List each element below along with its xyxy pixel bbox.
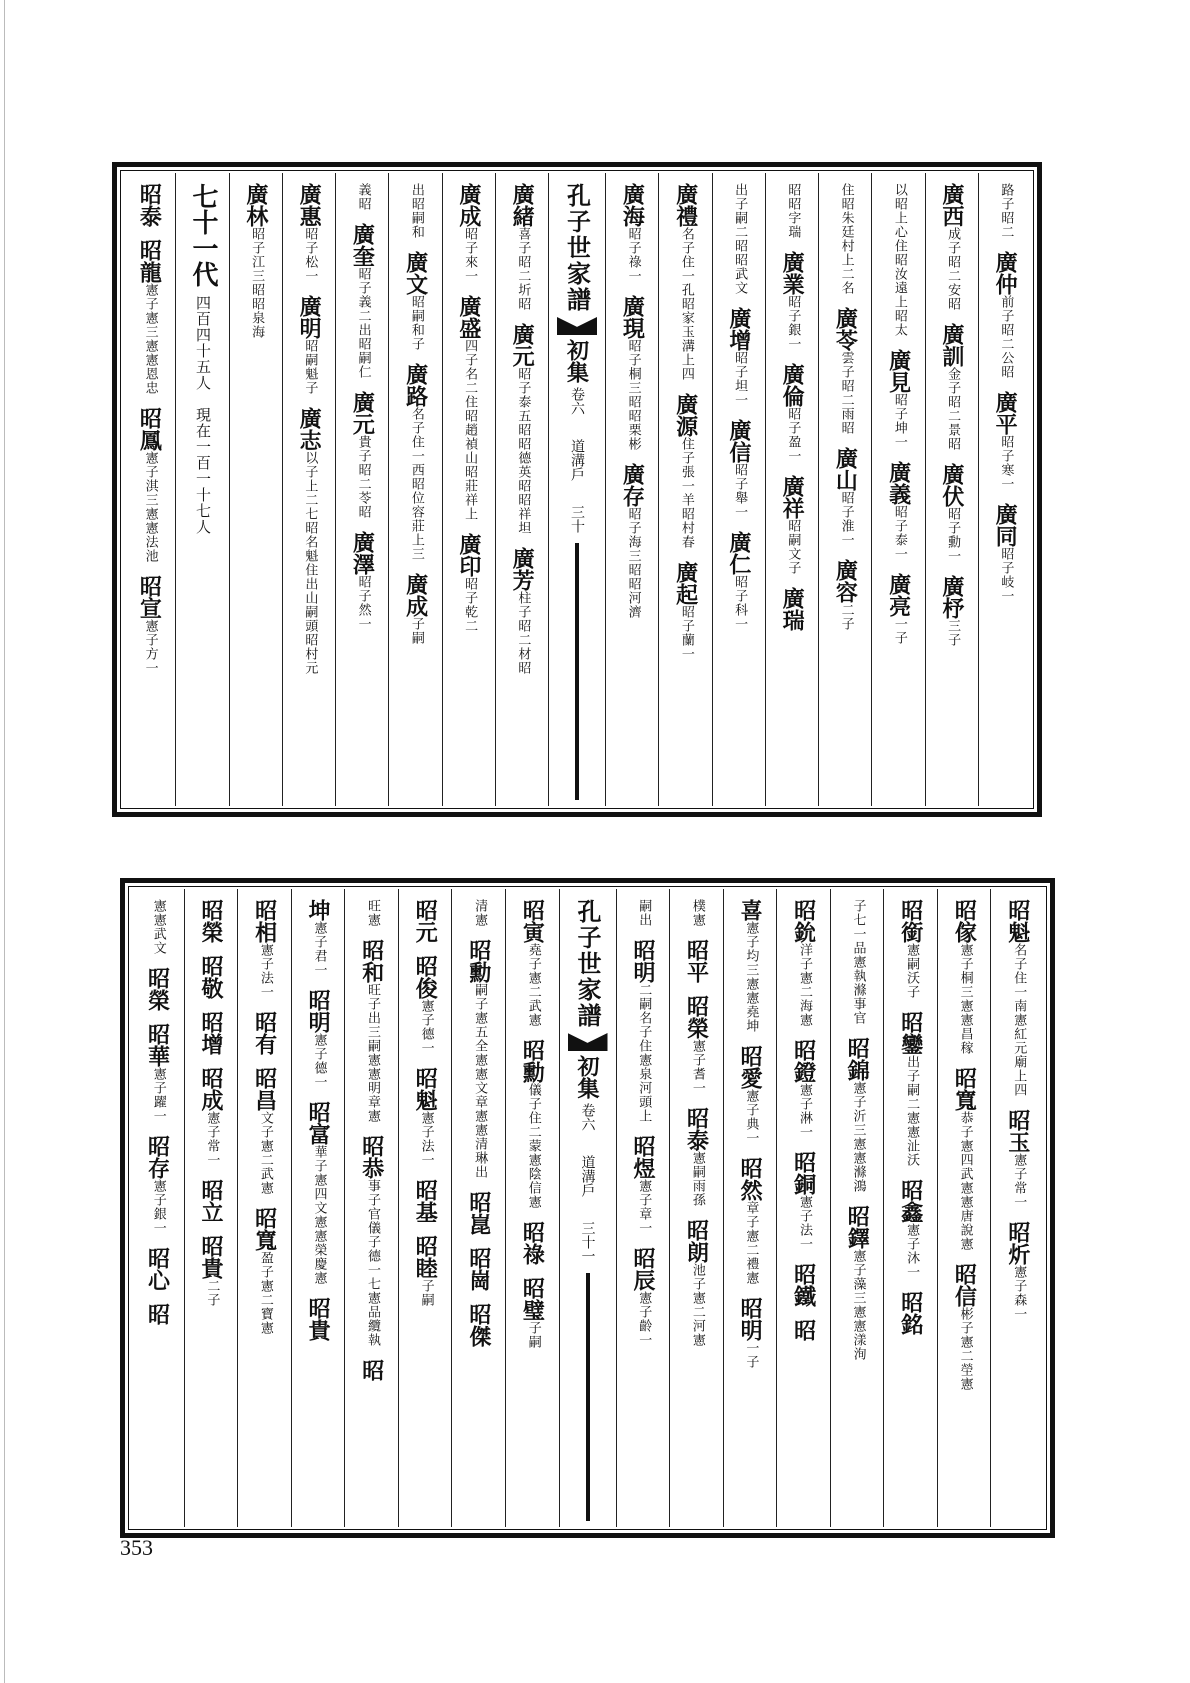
folio-number: 三十一 (579, 1221, 596, 1263)
person-name: 昭鳳 (136, 407, 163, 451)
person-name: 廣伏 (938, 463, 965, 507)
person-note: 貴子昭二苓昭 (355, 435, 371, 519)
person-note: 路子昭二 (998, 183, 1014, 239)
person-name: 廣元 (349, 391, 376, 435)
person-note: 昭子桐三昭昭栗彬 (625, 339, 641, 451)
person-note: 憲子常一 (204, 1111, 220, 1167)
person-name: 昭榮 (198, 899, 225, 943)
person-note: 昭子海三昭昭河濟 (625, 507, 641, 619)
person-name: 廣同 (992, 503, 1019, 547)
person-note: 文子憲二武憲 (257, 1111, 273, 1195)
person-note: 憲子森一 (1011, 1265, 1027, 1321)
person-note: 昭嗣文子 (785, 519, 801, 575)
person-note: 憲嗣沃子 (904, 943, 920, 999)
person-name: 昭基 (412, 1179, 439, 1223)
person-name: 廣盛 (455, 295, 482, 339)
person-note: 憲子均三憲憲堯坤 (743, 921, 759, 1033)
lineage-column (388, 173, 441, 806)
volume-label: 初集 (574, 1055, 600, 1099)
person-name: 廣見 (885, 349, 912, 393)
person-note: 憲子章一 (636, 1179, 652, 1235)
person-note: 昭子然一 (355, 575, 371, 631)
person-name: 廣文 (402, 251, 429, 295)
genealogy-panel-lower (120, 878, 1055, 1538)
person-note: 名子住一南憲紅元廟上四 (1011, 943, 1027, 1097)
person-name: 昭龍 (136, 239, 163, 283)
lineage-column (871, 173, 924, 806)
person-name: 昭信 (951, 1263, 978, 1307)
lineage-column (291, 889, 345, 1527)
lineage-column (669, 889, 723, 1527)
person-name: 昭魁 (1004, 899, 1031, 943)
lineage-column (978, 173, 1031, 806)
person-name: 昭崗 (465, 1247, 492, 1291)
lineage-column (344, 889, 398, 1527)
person-note: 憲子君一 (311, 921, 327, 977)
chapter-label: 卷六 (569, 387, 585, 415)
page-gutter-line (4, 0, 5, 1683)
person-name: 廣瑞 (779, 587, 806, 631)
person-note: 柱子昭二材昭 (515, 591, 531, 675)
person-note: 昭昭字瑞 (785, 183, 801, 239)
person-note: 憲子法一 (418, 1111, 434, 1167)
person-note: 盈子憲二寶憲 (257, 1251, 273, 1335)
person-name: 昭相 (251, 899, 278, 943)
person-note: 昭子坦一 (732, 351, 748, 407)
lineage-column (925, 173, 978, 806)
person-note: 昭子寒一 (998, 435, 1014, 491)
person-name: 廣業 (779, 251, 806, 295)
person-name: 昭恭 (358, 1135, 385, 1179)
person-name: 廣信 (725, 419, 752, 463)
person-name: 昭祿 (519, 1221, 546, 1265)
person-name: 昭璧 (519, 1277, 546, 1321)
person-name: 昭寬 (951, 1067, 978, 1111)
person-name: 昭銜 (897, 899, 924, 943)
person-note: 昭子淮一 (838, 491, 854, 547)
person-note: 恭子憲四武憲憲唐說憲 (957, 1111, 973, 1251)
person-note: 昭子科一 (732, 575, 748, 631)
person-name: 昭和 (358, 939, 385, 983)
person-name: 昭鐙 (790, 1039, 817, 1083)
page-number: 353 (120, 1535, 153, 1560)
person-name: 廣惠 (296, 183, 323, 227)
person-note: 憲嗣雨孫 (689, 1151, 705, 1207)
generation-heading: 七十一代 (187, 183, 218, 287)
lineage-column (616, 889, 670, 1527)
person-note: 前子昭二公昭 (998, 295, 1014, 379)
person-name: 昭榮 (144, 967, 171, 1011)
lineage-column (282, 173, 335, 806)
person-name: 廣志 (296, 407, 323, 451)
person-note: 名子住一西昭位容莊上三 (408, 407, 424, 561)
person-name: 昭 (144, 1303, 171, 1325)
person-name: 廣芳 (509, 547, 536, 591)
person-note: 昭子祿一 (625, 227, 641, 283)
fishtail-mark (568, 1033, 608, 1051)
person-note: 雲子昭二雨昭 (838, 351, 854, 435)
person-name: 昭 (358, 1359, 385, 1381)
person-note: 華子憲四文憲憲榮慶憲 (311, 1145, 327, 1285)
lineage-column (765, 173, 818, 806)
person-note: 昭子松一 (302, 227, 318, 283)
person-name: 昭朗 (683, 1219, 710, 1263)
person-name: 昭明 (737, 1297, 764, 1341)
person-name: 廣平 (992, 391, 1019, 435)
lineage-column (451, 889, 505, 1527)
person-note: 憲子沐一 (904, 1223, 920, 1279)
person-note: 憲子淇三憲憲法池 (142, 451, 158, 563)
person-name: 昭銘 (897, 1291, 924, 1335)
person-note: 住子張一羊昭村春 (678, 437, 694, 549)
lineage-column (335, 173, 388, 806)
person-name: 昭錦 (844, 1037, 871, 1081)
person-name: 廣容 (832, 559, 859, 603)
lineage-column (712, 173, 765, 806)
person-note: 昭子江三昭昭泉海 (249, 227, 265, 339)
person-note: 昭子銀一 (785, 295, 801, 351)
person-note: 憲子躍一 (150, 1067, 166, 1123)
person-note: 出子嗣二昭昭武文 (732, 183, 748, 295)
lineage-column (723, 889, 777, 1527)
person-name: 昭寬 (251, 1207, 278, 1251)
person-name: 廣成 (402, 573, 429, 617)
person-name: 廣緒 (509, 183, 536, 227)
lineage-column (505, 889, 559, 1527)
person-note: 出子嗣二憲憲沚沃 (904, 1055, 920, 1167)
person-note: 儀子住二蒙憲陰信憲 (525, 1083, 541, 1209)
lineage-column (658, 173, 711, 806)
person-name: 昭崑 (465, 1191, 492, 1235)
person-note: 昭子泰一 (891, 505, 907, 561)
person-name: 廣倫 (779, 363, 806, 407)
person-name: 昭玉 (1004, 1109, 1031, 1153)
person-name: 昭明 (305, 989, 332, 1033)
person-note: 清憲 (472, 899, 488, 927)
person-name: 廣義 (885, 461, 912, 505)
person-note: 章子憲二禮憲 (743, 1201, 759, 1285)
person-name: 昭鐵 (790, 1263, 817, 1307)
person-name: 昭煜 (629, 1135, 656, 1179)
lineage-column (818, 173, 871, 806)
person-name: 廣澤 (349, 531, 376, 575)
person-note: 昭子蘭一 (678, 605, 694, 661)
person-note: 嗣出 (636, 899, 652, 927)
chapter-label: 卷六 (579, 1103, 596, 1131)
person-name: 廣起 (672, 561, 699, 605)
person-name: 廣亮 (885, 573, 912, 617)
lineage-column (495, 173, 548, 806)
person-note: 憲子方一 (142, 619, 158, 675)
person-note: 一子 (891, 617, 907, 645)
person-name: 昭傑 (465, 1303, 492, 1347)
person-note: 金子昭二景昭 (945, 367, 961, 451)
lineage-column (883, 889, 937, 1527)
person-note: 憲子德一 (311, 1033, 327, 1089)
person-name: 昭泰 (136, 183, 163, 227)
book-title-column (559, 889, 616, 1527)
person-note: 樸憲 (689, 899, 705, 927)
folio-number: 三十 (569, 505, 585, 533)
person-name: 昭貴 (198, 1235, 225, 1279)
person-note: 一子 (743, 1341, 759, 1369)
person-name: 廣增 (725, 307, 752, 351)
person-name: 廣成 (455, 183, 482, 227)
person-name: 廣源 (672, 393, 699, 437)
person-name: 昭華 (144, 1023, 171, 1067)
person-note: 憲子憲三憲憲恩忠 (142, 283, 158, 395)
person-note: 出昭嗣和 (408, 183, 424, 239)
person-name: 昭貴 (305, 1297, 332, 1341)
center-rule (586, 1273, 590, 1521)
person-name: 昭炘 (1004, 1221, 1031, 1265)
person-note: 彬子憲二塋憲 (957, 1307, 973, 1391)
person-name: 昭魁 (412, 1067, 439, 1111)
lineage-column (830, 889, 884, 1527)
book-title: 孔子世家譜 (573, 899, 602, 1029)
person-name: 廣仲 (992, 251, 1019, 295)
person-name: 廣西 (938, 183, 965, 227)
person-note: 憲子沂三憲憲滌鴻 (850, 1081, 866, 1193)
person-note: 昭子盈一 (785, 407, 801, 463)
person-name: 廣禮 (672, 183, 699, 227)
person-name: 昭勳 (519, 1039, 546, 1083)
person-name: 昭傢 (951, 899, 978, 943)
person-note: 洋子憲二海憲 (796, 943, 812, 1027)
lineage-column (184, 889, 238, 1527)
person-name: 廣現 (619, 295, 646, 339)
person-note: 子七一品憲執滌事官 (850, 899, 866, 1025)
person-name: 廣苓 (832, 307, 859, 351)
person-note: 二子 (838, 603, 854, 631)
person-name: 喜 (737, 899, 764, 921)
person-name: 昭存 (144, 1135, 171, 1179)
person-name: 昭然 (737, 1157, 764, 1201)
person-note: 憲子法一 (796, 1195, 812, 1251)
person-name: 昭俊 (412, 955, 439, 999)
person-note: 子嗣 (525, 1321, 541, 1349)
person-name: 昭元 (412, 899, 439, 943)
person-note: 憲子桐三憲憲昌稼 (957, 943, 973, 1055)
person-name: 昭愛 (737, 1045, 764, 1089)
lineage-column (229, 173, 282, 806)
person-name: 廣印 (455, 533, 482, 577)
house-label: 道溝戶 (569, 439, 585, 481)
person-name: 廣明 (296, 295, 323, 339)
person-name: 昭銅 (790, 1151, 817, 1195)
lineage-column (776, 889, 830, 1527)
person-name: 昭成 (198, 1067, 225, 1111)
person-name: 昭鑾 (897, 1011, 924, 1055)
house-label: 道溝戶 (579, 1155, 596, 1197)
lineage-column (237, 889, 291, 1527)
person-name: 昭明 (629, 939, 656, 983)
person-note: 旺憲 (365, 899, 380, 927)
person-name: 廣元 (509, 323, 536, 367)
book-title-column (548, 173, 605, 806)
person-note: 昭子乾二 (462, 577, 478, 633)
person-note: 堯子憲二武憲 (525, 943, 541, 1027)
person-note: 二嗣名子住憲泉河頭上 (636, 983, 652, 1123)
person-name: 昭睦 (412, 1235, 439, 1279)
person-name: 廣杼 (938, 575, 965, 619)
generation-column (175, 173, 228, 806)
person-note: 住昭朱廷村上二名 (838, 183, 854, 295)
person-name: 昭宣 (136, 575, 163, 619)
person-note: 憲子典一 (743, 1089, 759, 1145)
person-name: 昭敬 (198, 955, 225, 999)
lineage-column (990, 889, 1044, 1527)
person-name: 昭鈗 (790, 899, 817, 943)
fishtail-mark (557, 317, 597, 335)
person-name: 廣存 (619, 463, 646, 507)
person-note: 喜子昭二圻昭 (515, 227, 531, 311)
person-note: 昭子勳一 (945, 507, 961, 563)
person-note: 子嗣 (408, 617, 424, 645)
lineage-column (442, 173, 495, 806)
person-name: 昭平 (683, 939, 710, 983)
lineage-column (605, 173, 658, 806)
person-name: 廣林 (242, 183, 269, 227)
person-note: 昭嗣和子 (408, 295, 424, 351)
person-note: 昭子來一 (462, 227, 478, 283)
volume-label: 初集 (563, 339, 590, 383)
person-note: 三子 (945, 619, 961, 647)
person-name: 昭勳 (465, 939, 492, 983)
person-note: 旺子出三嗣憲憲明章憲 (365, 983, 380, 1123)
person-note: 四子名二住昭趙禎山昭莊祥上 (462, 339, 478, 521)
person-note: 以子上二七昭名魁住出山嗣頭昭村元 (302, 451, 318, 675)
person-name: 昭寅 (519, 899, 546, 943)
person-note: 義昭 (355, 183, 371, 211)
person-note: 憲子德一 (418, 999, 434, 1055)
person-note: 昭嗣魁子 (302, 339, 318, 395)
person-note: 以昭上心住昭汝遠上昭太 (891, 183, 907, 337)
person-note: 昭子舉一 (732, 463, 748, 519)
person-note: 昭子義二出昭嗣仁 (355, 267, 371, 379)
person-note: 子嗣 (418, 1279, 434, 1307)
panel-columns (131, 889, 1044, 1527)
person-note: 成子昭二安昭 (945, 227, 961, 311)
person-note: 池子憲二河憲 (689, 1263, 705, 1347)
person-note: 嗣子憲五全憲憲文章憲憲清琳出 (472, 983, 488, 1179)
generation-count-note: 四百四十五人 現在一百一十七人 (194, 295, 212, 535)
center-rule (575, 543, 579, 800)
person-note: 憲憲武文 (150, 899, 166, 955)
person-name: 廣山 (832, 447, 859, 491)
person-note: 昭子岐一 (998, 547, 1014, 603)
person-note: 昭子泰五昭昭德英昭昭祥坦 (515, 367, 531, 535)
person-note: 憲子耆一 (689, 1039, 705, 1095)
person-name: 昭富 (305, 1101, 332, 1145)
person-note: 二子 (204, 1279, 220, 1307)
person-name: 昭立 (198, 1179, 225, 1223)
person-name: 廣仁 (725, 531, 752, 575)
person-name: 廣海 (619, 183, 646, 227)
genealogy-panel-upper (112, 162, 1042, 817)
person-name: 昭鑫 (897, 1179, 924, 1223)
lineage-column (937, 889, 991, 1527)
person-note: 憲子齡一 (636, 1291, 652, 1347)
book-title: 孔子世家譜 (562, 183, 592, 313)
person-name: 昭榮 (683, 995, 710, 1039)
person-name: 昭昌 (251, 1067, 278, 1111)
person-name: 昭心 (144, 1247, 171, 1291)
person-note: 憲子淋一 (796, 1083, 812, 1139)
person-name: 昭 (790, 1319, 817, 1341)
person-note: 名子住一孔昭家玉溝上四 (678, 227, 694, 381)
lineage-column (398, 889, 452, 1527)
person-name: 昭增 (198, 1011, 225, 1055)
person-name: 昭鐸 (844, 1205, 871, 1249)
person-name: 坤 (305, 899, 332, 921)
person-note: 事子官儀子德一七憲品纜執 (365, 1179, 380, 1347)
person-name: 昭泰 (683, 1107, 710, 1151)
person-name: 廣祥 (779, 475, 806, 519)
panel-columns (123, 173, 1031, 806)
lineage-column (123, 173, 175, 806)
person-name: 廣路 (402, 363, 429, 407)
person-name: 廣奎 (349, 223, 376, 267)
person-note: 憲子法一 (257, 943, 273, 999)
person-note: 憲子銀一 (150, 1179, 166, 1235)
lineage-column (131, 889, 184, 1527)
person-name: 昭有 (251, 1011, 278, 1055)
person-note: 昭子坤一 (891, 393, 907, 449)
person-note: 憲子常一 (1011, 1153, 1027, 1209)
person-name: 廣訓 (938, 323, 965, 367)
person-name: 昭辰 (629, 1247, 656, 1291)
person-note: 憲子藻三憲憲漾洵 (850, 1249, 866, 1361)
